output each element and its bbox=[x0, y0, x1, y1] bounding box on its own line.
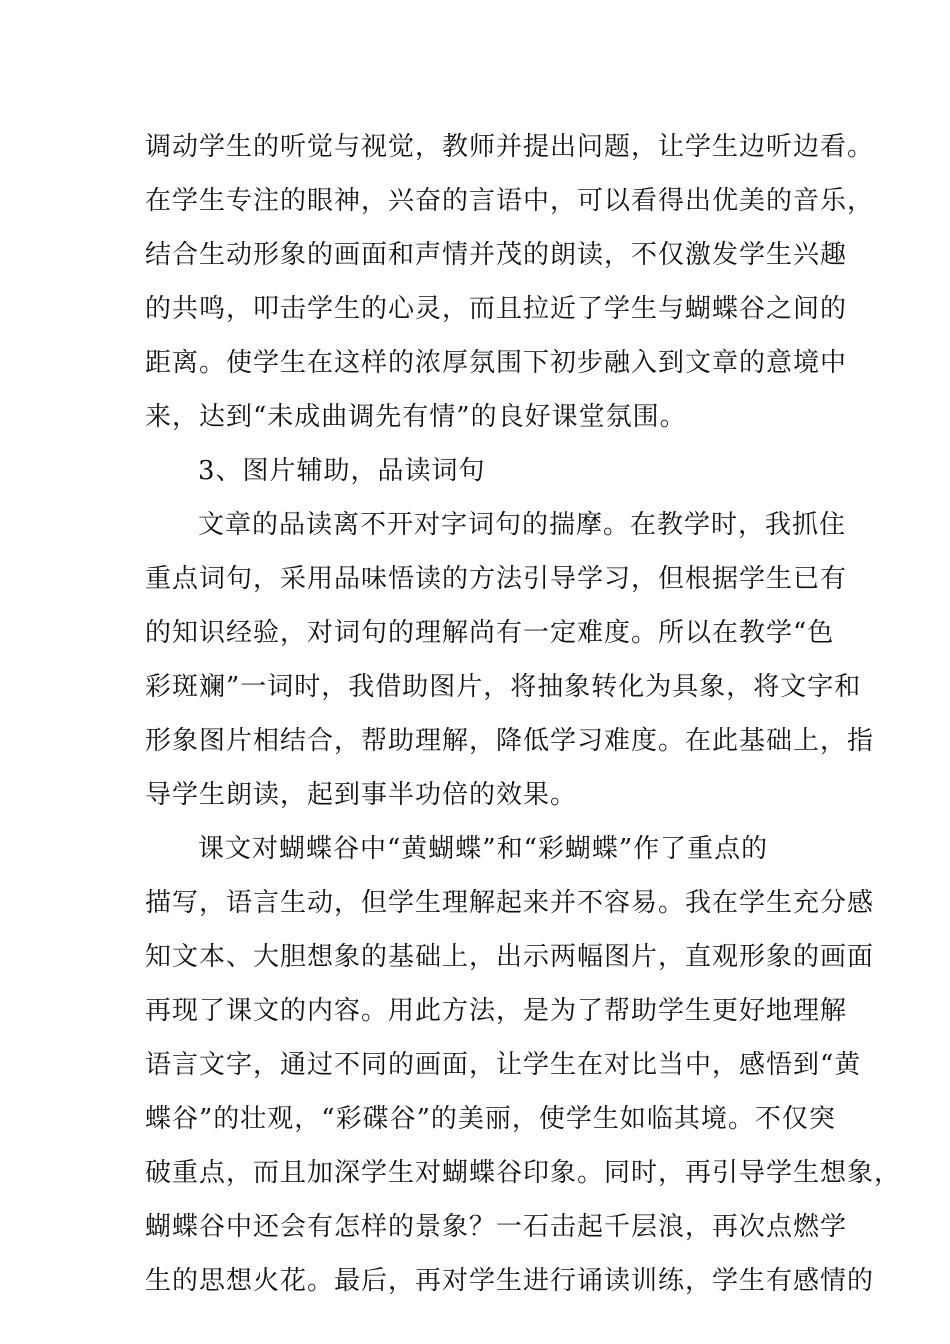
text-line: 导学生朗读，起到事半功倍的效果。 bbox=[145, 780, 578, 810]
text-line: 来，达到“未成曲调先有情”的良好课堂氛围。 bbox=[145, 402, 687, 432]
text-line: 的共鸣，叩击学生的心灵，而且拉近了学生与蝴蝶谷之间的 bbox=[145, 294, 848, 324]
text-line: 调动学生的听觉与视觉，教师并提出问题，让学生边听边看。 bbox=[145, 132, 875, 162]
text-line: 彩斑斓”一词时，我借助图片，将抽象转化为具象，将文字和 bbox=[145, 672, 862, 702]
text-line: 距离。使学生在这样的浓厚氛围下初步融入到文章的意境中 bbox=[145, 348, 848, 378]
text-line: 描写，语言生动，但学生理解起来并不容易。我在学生充分感 bbox=[145, 888, 875, 918]
text-line: 再现了课文的内容。用此方法，是为了帮助学生更好地理解 bbox=[145, 996, 848, 1026]
paragraph-first-line: 文章的品读离不开对字词句的揣摩。在教学时，我抓住 bbox=[198, 510, 847, 540]
text-line: 生的思想火花。最后，再对学生进行诵读训练，学生有感情的 bbox=[145, 1266, 875, 1296]
text-line: 破重点，而且加深学生对蝴蝶谷印象。同时，再引导学生想象， bbox=[145, 1158, 902, 1188]
text-line: 在学生专注的眼神，兴奋的言语中，可以看得出优美的音乐， bbox=[145, 186, 875, 216]
text-line: 知文本、大胆想象的基础上，出示两幅图片，直观形象的画面 bbox=[145, 942, 875, 972]
text-line: 重点词句，采用品味悟读的方法引导学习，但根据学生已有 bbox=[145, 564, 848, 594]
text-line: 蝶谷”的壮观，“彩碟谷”的美丽，使学生如临其境。不仅突 bbox=[145, 1104, 836, 1134]
text-line: 形象图片相结合，帮助理解，降低学习难度。在此基础上，指 bbox=[145, 726, 875, 756]
text-line: 蝴蝶谷中还会有怎样的景象？一石击起千层浪，再次点燃学 bbox=[145, 1212, 848, 1242]
text-line: 的知识经验，对词句的理解尚有一定难度。所以在教学“色 bbox=[145, 618, 835, 648]
text-line: 语言文字，通过不同的画面，让学生在对比当中，感悟到“黄 bbox=[145, 1050, 862, 1080]
text-line: 结合生动形象的画面和声情并茂的朗读，不仅激发学生兴趣 bbox=[145, 240, 848, 270]
paragraph-first-line: 课文对蝴蝶谷中“黄蝴蝶”和“彩蝴蝶”作了重点的 bbox=[198, 834, 769, 864]
section-heading: 3、图片辅助，品读词句 bbox=[198, 456, 486, 486]
